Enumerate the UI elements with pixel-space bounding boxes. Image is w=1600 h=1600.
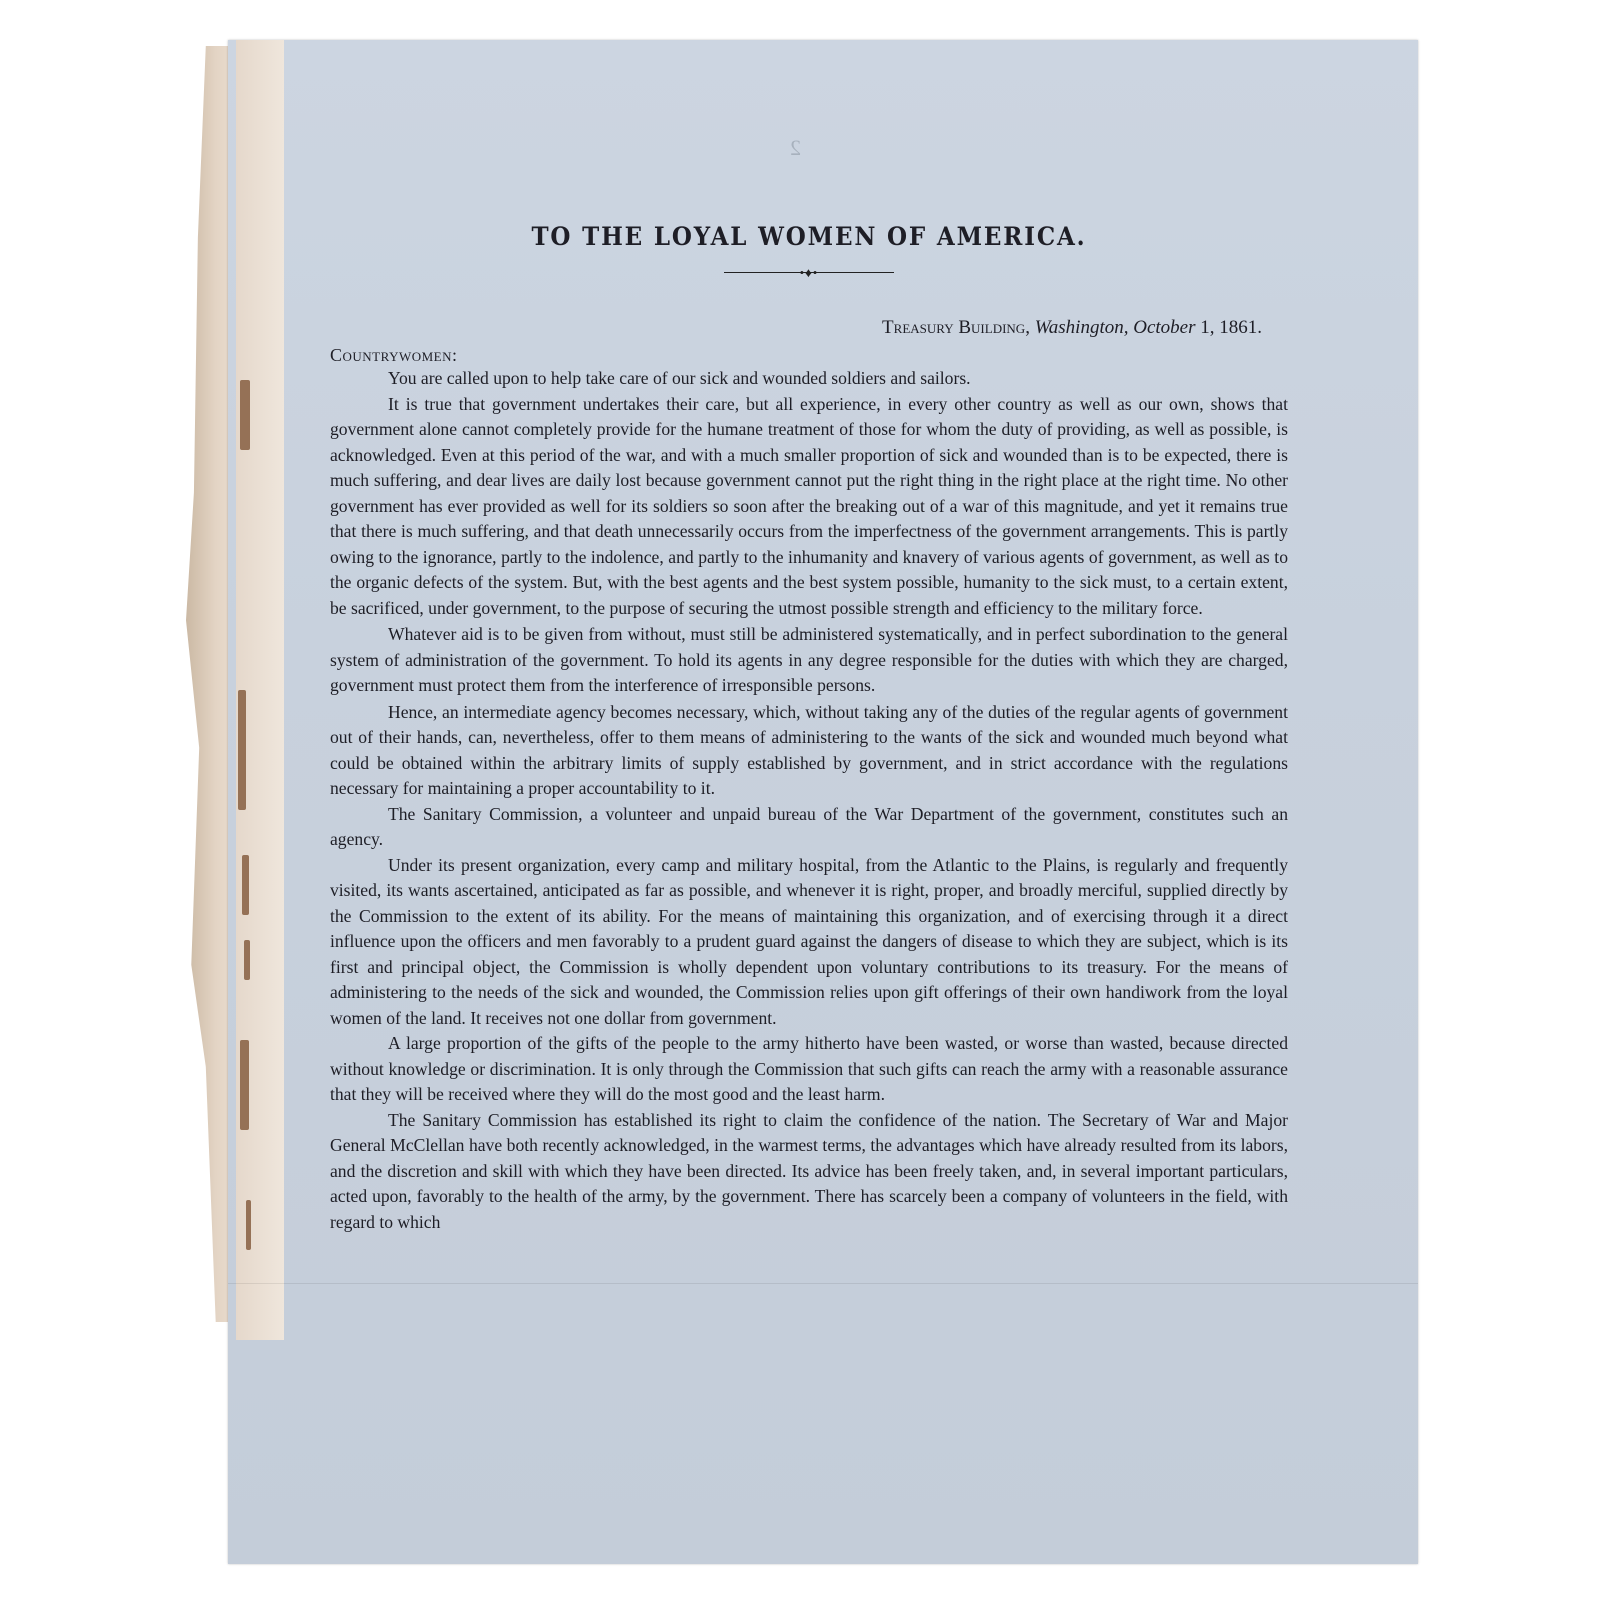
paragraph: You are called upon to help take care of our sick and wounded soldiers and sailors. bbox=[388, 368, 971, 388]
document-body bbox=[330, 222, 1288, 1235]
paper-stain bbox=[240, 380, 250, 450]
dateline bbox=[330, 317, 1288, 339]
title-ornament bbox=[724, 265, 894, 281]
paragraph: Hence, an intermediate agency becomes necessary, which, without taking any of the duties of the regular agents of government out of their hands, can, nevertheless, offer to them means of administering to the wants of the sick and wounded much beyond what could be obtained within the arbitrary limits of supply established by government, and in strict accordance with the regulations necessary for maintaining a proper accountability to it. bbox=[330, 701, 1288, 798]
paper-stain bbox=[242, 855, 249, 915]
dateline-day-year: 1, 1861. bbox=[1200, 317, 1262, 338]
bleed-through-page-number: 2 bbox=[790, 135, 801, 160]
paper-stain bbox=[238, 690, 246, 810]
document-title: TO THE LOYAL WOMEN OF AMERICA. bbox=[531, 222, 1087, 251]
dateline-place: Treasury Building, bbox=[882, 317, 1030, 338]
paragraph: The Sanitary Commission has established its right to claim the confidence of the nation. The Secretary of War and Major General McClellan have both recently acknowledged, in the warmest terms, the advantages which have already resulted from its labors, and the discretion and skill with which they have been directed. Its advice has been freely taken, and, in several important particulars, acted upon, favorably to the health of the army, by the government. There has scarcely been a company of volunteers in the field, with regard to which bbox=[330, 1109, 1288, 1232]
paper-stain bbox=[246, 1200, 251, 1250]
paragraph: The Sanitary Commission, a volunteer and unpaid bureau of the War Department of the government, constitutes such an agency. bbox=[330, 803, 1288, 849]
salutation: Countrywomen: bbox=[330, 345, 458, 365]
ornament-dots: •♦• bbox=[799, 265, 819, 280]
paper-stain bbox=[240, 1040, 249, 1130]
dateline-city: Washington, bbox=[1034, 317, 1129, 338]
paragraph: A large proportion of the gifts of the people to the army hitherto have been wasted, or worse than wasted, because directed without knowledge or discrimination. It is only through the Commission that such gifts can reach the army with a reasonable assurance that they will be received where they will do the most good and the least harm. bbox=[330, 1033, 1288, 1104]
paragraph: It is true that government undertakes their care, but all experience, in every other country as well as our own, shows that government alone cannot completely provide for the humane treatment of those for whom the duty of providing, as well as possible, is acknowledged. Even at this period of the war, and with a much smaller proportion of sick and wounded than is to be expected, there is much suffering, and dear lives are daily lost because government cannot put the right thing in the right place at the right time. No other government has ever provided as well for its soldiers so soon after the breaking out of a war of this magnitude, and yet it remains true that there is much suffering, and that death unnecessarily occurs from the imperfectness of the government arrangements. This is partly owing to the ignorance, partly to the indolence, and partly to the inhumanity and knavery of various agents of government, as well as to the organic defects of the system. But, with the best agents and the best system possible, humanity to the sick must, to a certain extent, be sacrificed, under government, to the purpose of securing the utmost possible strength and efficiency to the military force. bbox=[330, 393, 1288, 618]
fold-line bbox=[228, 1283, 1418, 1284]
paragraph: Under its present organization, every camp and military hospital, from the Atlantic to the Plains, is regularly and frequently visited, its wants ascertained, anticipated as far as possible, and whenever it is right, proper, and broadly merciful, supplied directly by the Commission to the extent of its ability. For the means of maintaining this organization, and of exercising through it a direct influence upon the officers and men favorably to a prudent guard against the dangers of disease to which they are subject, which is its first and principal object, the Commission is wholly dependent upon voluntary contributions to its treasury. For the means of administering to the needs of the sick and wounded, the Commission relies upon gift offerings of their own handiwork from the loyal women of the land. It receives not one dollar from government. bbox=[330, 854, 1288, 1028]
paper-stain bbox=[244, 940, 250, 980]
dateline-month: October bbox=[1133, 317, 1196, 338]
paragraph: Whatever aid is to be given from without, must still be administered systematically, and in perfect subordination to the general system of administration of the government. To hold its agents in any degree responsible for the duties with which they are charged, government must protect them from the interference of irresponsible persons. bbox=[330, 624, 1288, 695]
